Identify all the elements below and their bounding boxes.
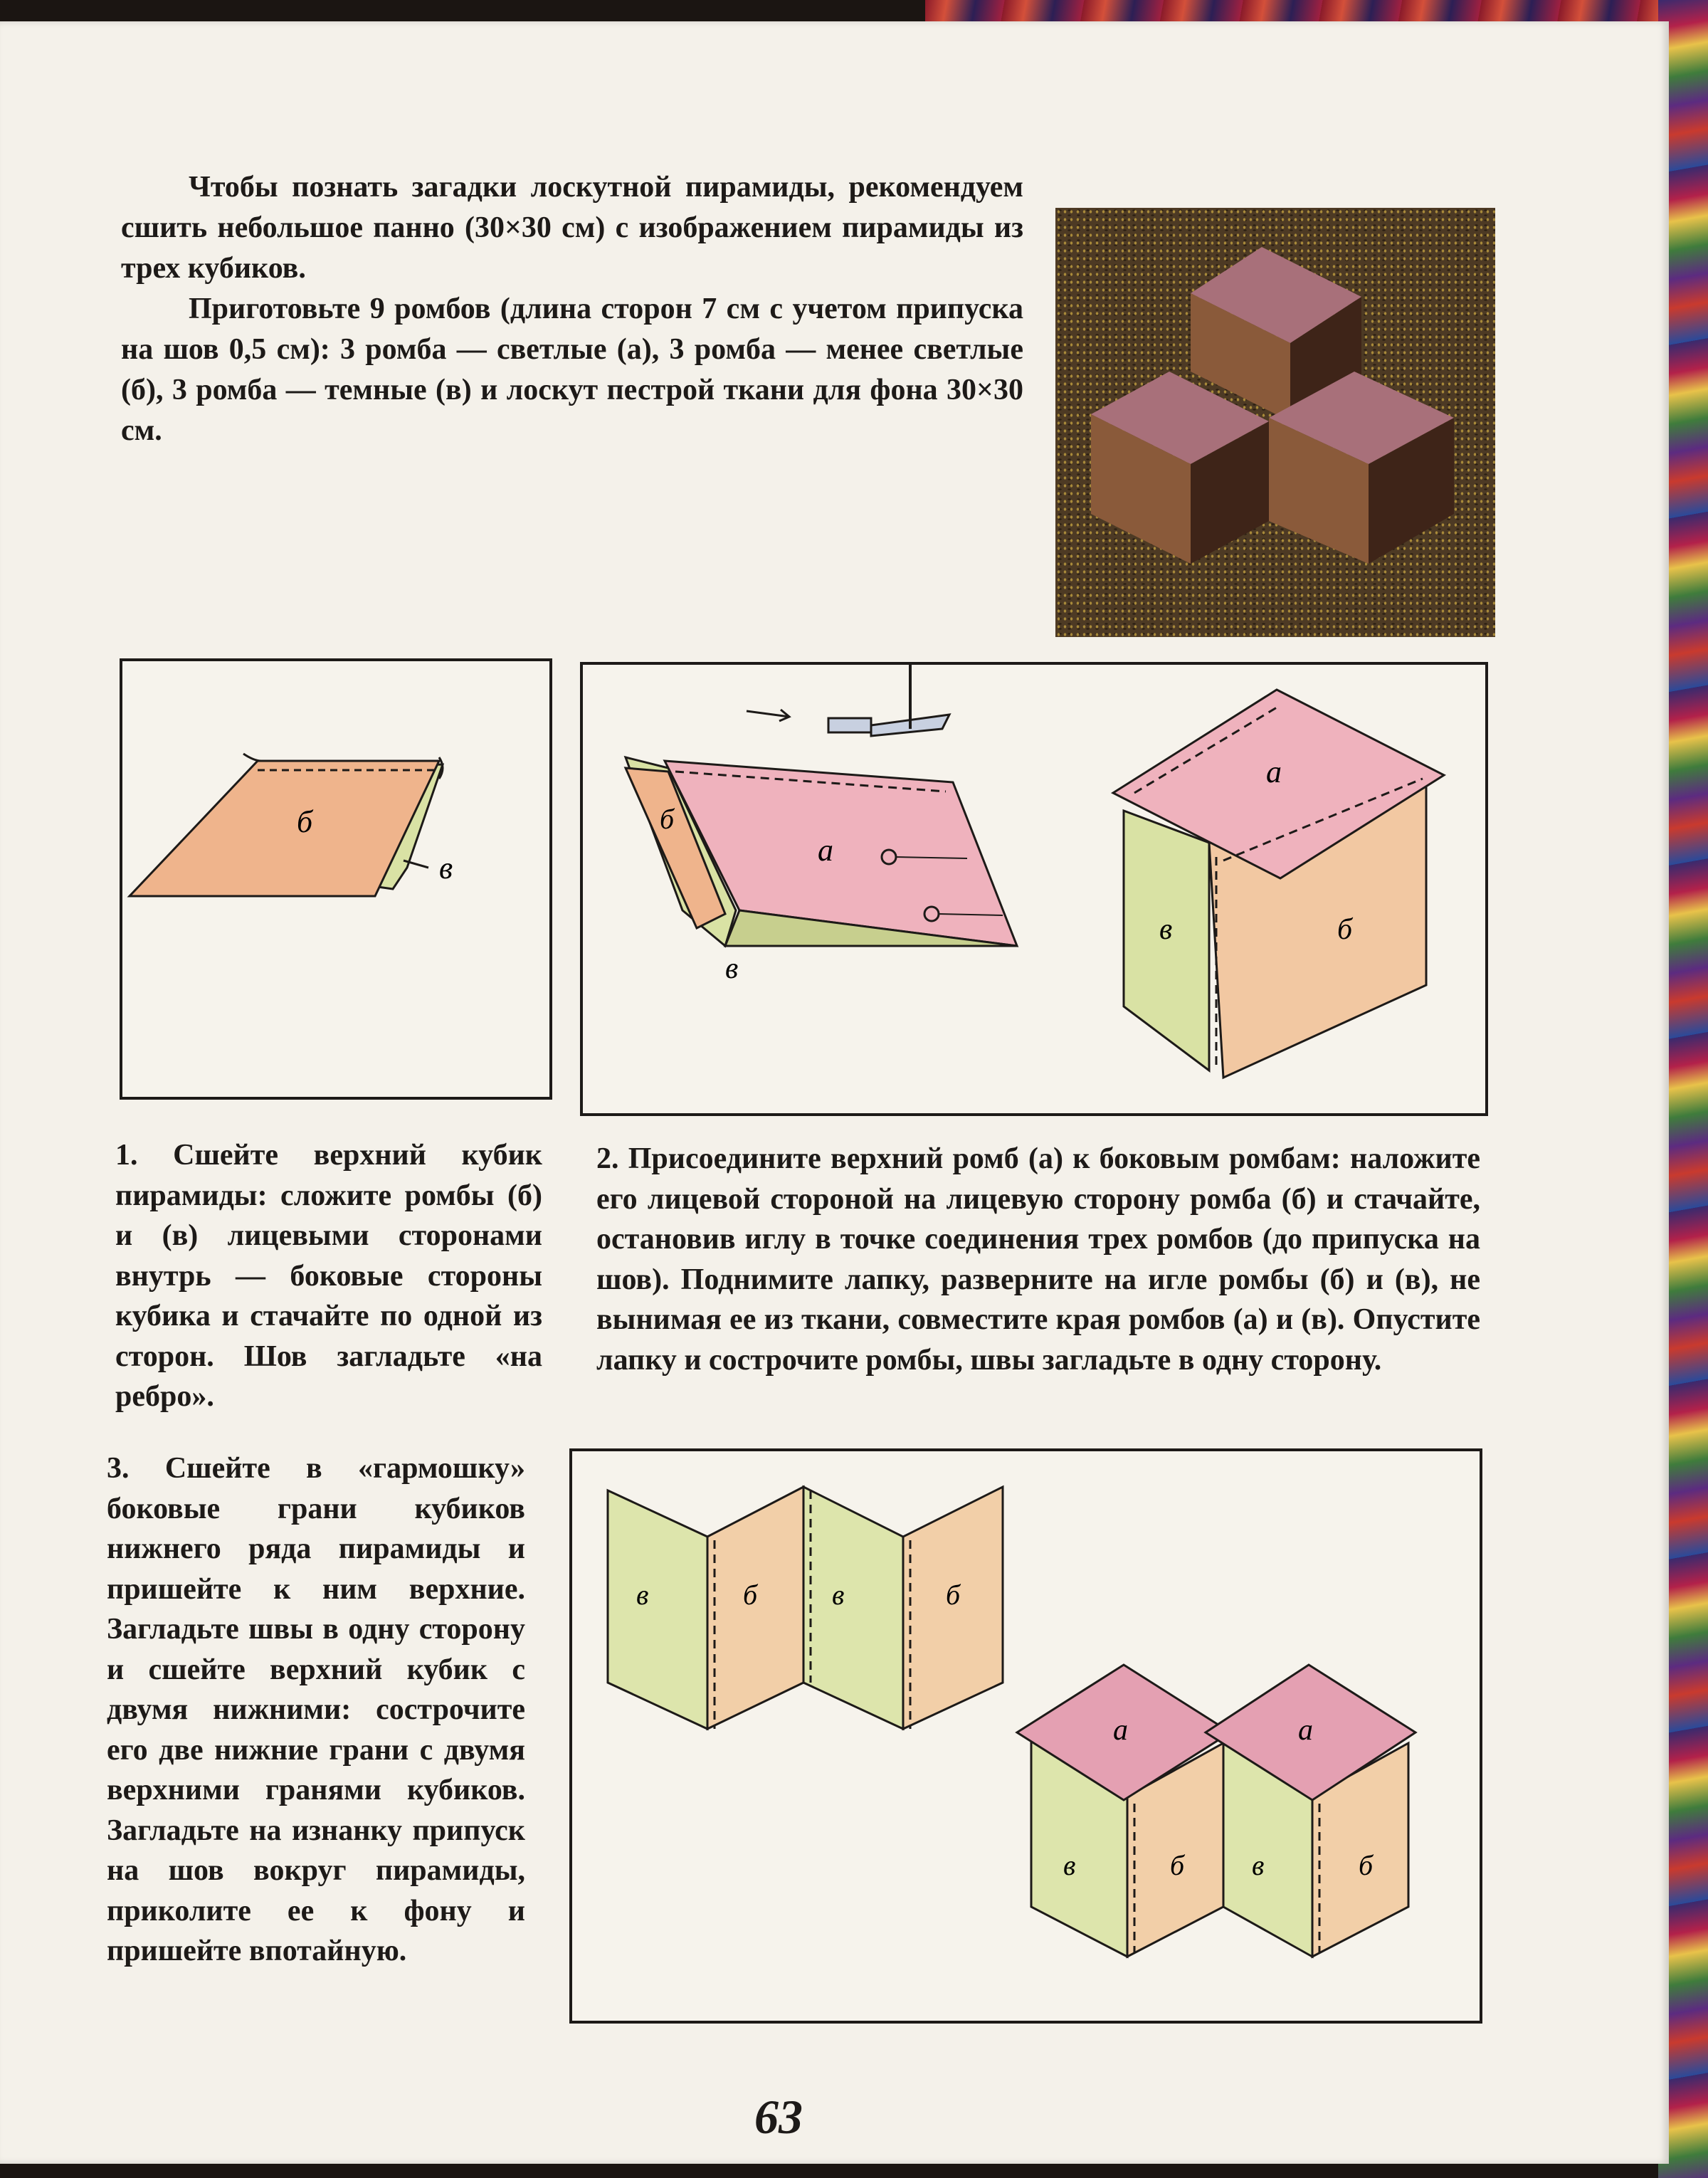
accordion-panel-v1 [608, 1490, 707, 1729]
label-b-cube: б [1337, 913, 1353, 946]
step-1-number: 1. [115, 1139, 138, 1172]
step-3-text: Сшейте в «гармошку» боковые грани кубиков нижнего ряда пирамиды и пришейте к ним верхние. Загладьте швы в одну сторону и сшейте верхний кубик с двумя нижними: сострочите его две нижние грани с двумя верхними гранями кубиков. Загладьте на изнанку припуск на шов вокруг пирамиды, приколите ее к фону и пришейте впотайную. [107, 1452, 526, 1967]
intro-paragraph-2: Приготовьте 9 ромбов (длина сторон 7 см с учетом припуска на шов 0,5 см): 3 ромба — светлые (а), 3 ромба — менее светлые (б), 3 ромба — темные (в) и лоскут пестрой ткани для фона 30×30 см. [121, 293, 1023, 447]
label-a-cube1: а [1113, 1714, 1128, 1747]
label-v-fig2: в [725, 952, 739, 985]
label-v: в [439, 851, 453, 885]
figure-1 [120, 658, 552, 1100]
step-1-text: Сшейте верхний кубик пирамиды: сложите ромбы (б) и (в) лицевыми сторонами внутрь — боковые стороны кубика и стачайте по одной из сторон. Шов загладьте «на ребро». [115, 1139, 542, 1413]
step-3-caption [107, 1448, 525, 1972]
accordion-panel-v2 [803, 1487, 903, 1729]
intro-paragraph-1: Чтобы познать загадки лоскутной пирамиды, рекомендуем сшить небольшое панно (30×30 см) с изображением пирамиды из трех кубиков. [121, 171, 1023, 285]
figure-1-drawing [122, 661, 549, 1097]
step-1-caption [115, 1135, 542, 1417]
label-b: б [297, 804, 313, 839]
step-2-number: 2. [596, 1142, 619, 1175]
presser-foot-icon [828, 718, 871, 732]
label-b-acc1: б [743, 1579, 758, 1611]
label-b-fig2: б [660, 803, 675, 835]
label-v-acc1: в [636, 1579, 649, 1611]
intro-text [121, 167, 1023, 451]
figure-2-drawing [583, 665, 1485, 1113]
pyramid-panel-photo [1055, 208, 1495, 637]
label-v-cube2: в [1252, 1849, 1265, 1881]
figure-3-drawing [572, 1451, 1480, 2021]
pyramid-photo-drawing [1055, 208, 1495, 637]
label-b-acc2: б [946, 1579, 961, 1611]
label-v-cube: в [1159, 913, 1173, 946]
label-b-cube2: б [1359, 1849, 1374, 1881]
book-page [0, 21, 1669, 2164]
figure-2 [580, 662, 1488, 1116]
page-number: 63 [754, 2090, 803, 2144]
step-2-caption [596, 1139, 1480, 1380]
step-2-text: Присоедините верхний ромб (а) к боковым ромбам: наложите его лицевой стороной на лицевую сторону ромба (б) и стачайте, остановив иглу в точке соединения трех ромбов (до припуска на шов). Поднимите лапку, разверните на игле ромбы (б) и (в), не вынимая ее из ткани, совместите края ромбов (а) и (в). Опустите лапку и сострочите ромбы, швы загладьте в одну сторону. [596, 1142, 1481, 1377]
label-a-cube2: а [1298, 1714, 1313, 1747]
figure-3 [569, 1448, 1482, 2024]
label-b-cube1: б [1170, 1849, 1185, 1881]
label-a-fig2: а [818, 833, 833, 868]
step-3-number: 3. [107, 1452, 130, 1485]
arrow-icon [747, 710, 789, 721]
label-v-acc2: в [832, 1579, 845, 1611]
label-a-cube: а [1266, 754, 1282, 789]
label-v-cube1: в [1063, 1849, 1076, 1881]
